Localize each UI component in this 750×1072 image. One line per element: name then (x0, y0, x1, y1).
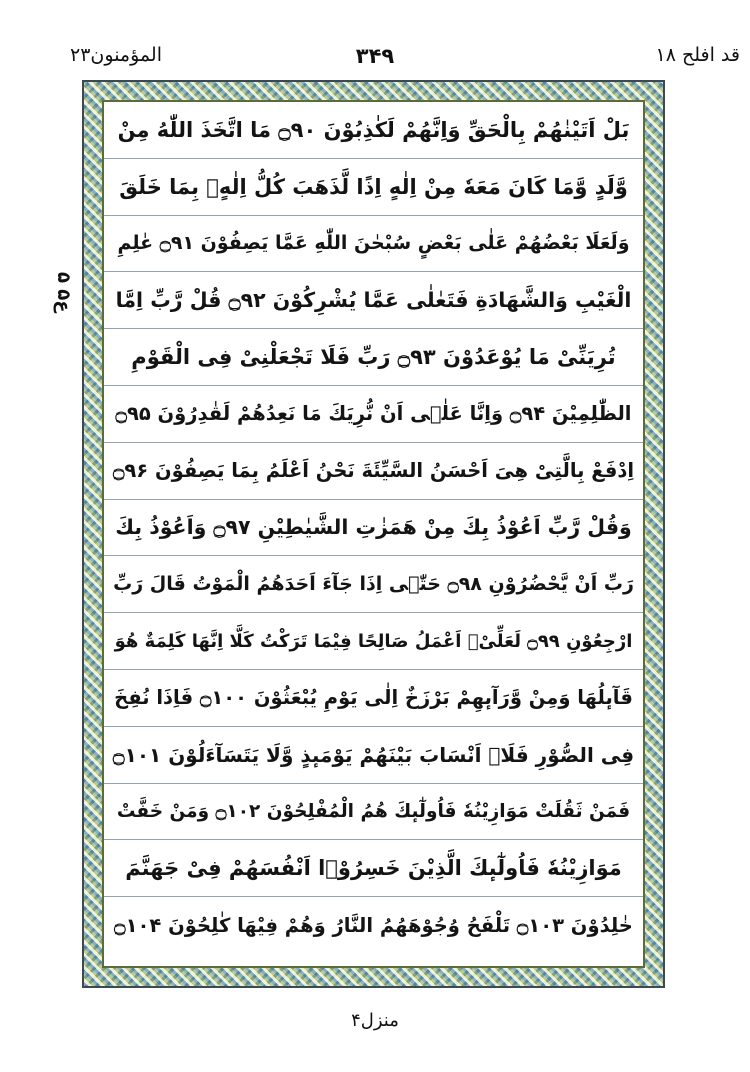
page-number: ۳۴۹ (355, 44, 395, 68)
text-line: مَوَازِیْنُهٗ فَاُولٰٓىٕكَ الَّذِیْنَ خَسِرُوْۤا اَنْفُسَهُمْ فِیْ جَهَنَّمَ (104, 840, 643, 897)
juz-label: قد افلح ۱۸ (655, 44, 740, 66)
text-line: فِی الصُّوْرِ فَلَاۤ اَنْسَابَ بَیْنَهُمْ یَوْمَىٕذٍ وَّلَا یَتَسَآءَلُوْنَ ۝۱۰۱ (104, 727, 643, 784)
text-line: الظّٰلِمِیْنَ ۝۹۴ وَاِنَّا عَلٰۤى اَنْ نُّرِیَكَ مَا نَعِدُهُمْ لَقٰدِرُوْنَ ۝۹۵ (104, 386, 643, 443)
surah-label: المؤمنون۲۳ (70, 44, 162, 66)
text-panel (102, 100, 645, 968)
text-line: الْغَیْبِ وَالشَّهَادَةِ فَتَعٰلٰى عَمَّا یُشْرِكُوْنَ ۝۹۲ قُلْ رَّبِّ اِمَّا (104, 272, 643, 329)
text-line: تُرِیَنِّیْ مَا یُوْعَدُوْنَ ۝۹۳ رَبِّ فَلَا تَجْعَلْنِیْ فِی الْقَوْمِ (104, 329, 643, 386)
text-line: اِدْفَعْ بِالَّتِیْ هِیَ اَحْسَنُ السَّیِّئَةَ نَحْنُ اَعْلَمُ بِمَا یَصِفُوْنَ ۝۹۶ (104, 443, 643, 500)
ornamental-border (82, 80, 665, 988)
text-line: فَمَنْ ثَقُلَتْ مَوَازِیْنُهٗ فَاُولٰٓىٕكَ هُمُ الْمُفْلِحُوْنَ ۝۱۰۲ وَمَنْ خَفَّتْ (104, 784, 643, 841)
ruku-marker: ع۵ ۵ (53, 272, 74, 313)
manzil-label: منزل۴ (351, 1010, 399, 1031)
text-line: ارْجِعُوْنِ ۝۹۹ لَعَلِّیْۤ اَعْمَلُ صَالِحًا فِیْمَا تَرَكْتُ كَلَّا اِنَّهَا كَلِمَةٌ هُوَ (104, 613, 643, 670)
text-line: بَلْ اَتَیْنٰهُمْ بِالْحَقِّ وَاِنَّهُمْ لَكٰذِبُوْنَ ۝۹۰ مَا اتَّخَذَ اللّٰهُ مِنْ (104, 102, 643, 159)
text-line: رَبِّ اَنْ یَّحْضُرُوْنِ ۝۹۸ حَتّٰۤى اِذَا جَآءَ اَحَدَهُمُ الْمَوْتُ قَالَ رَبِّ (104, 556, 643, 613)
text-line: وَلَعَلَا بَعْضُهُمْ عَلٰى بَعْضٍ سُبْحٰنَ اللّٰهِ عَمَّا یَصِفُوْنَ ۝۹۱ عٰلِمِ (104, 216, 643, 273)
text-line: خٰلِدُوْنَ ۝۱۰۳ تَلْفَحُ وُجُوْهَهُمُ النَّارُ وَهُمْ فِیْهَا كٰلِحُوْنَ ۝۱۰۴ (114, 914, 633, 938)
text-line: وَقُلْ رَّبِّ اَعُوْذُ بِكَ مِنْ هَمَزٰتِ الشَّیٰطِیْنِ ۝۹۷ وَاَعُوْذُ بِكَ (104, 500, 643, 557)
text-line: قَآىٕلُهَا وَمِنْ وَّرَآىٕهِمْ بَرْزَخٌ اِلٰى یَوْمِ یُبْعَثُوْنَ ۝۱۰۰ فَاِذَا نُفِخَ (104, 670, 643, 727)
text-line: وَّلَدٍ وَّمَا كَانَ مَعَهٗ مِنْ اِلٰهٍ اِذًا لَّذَهَبَ كُلُّ اِلٰهٍۭ بِمَا خَلَقَ (104, 159, 643, 216)
